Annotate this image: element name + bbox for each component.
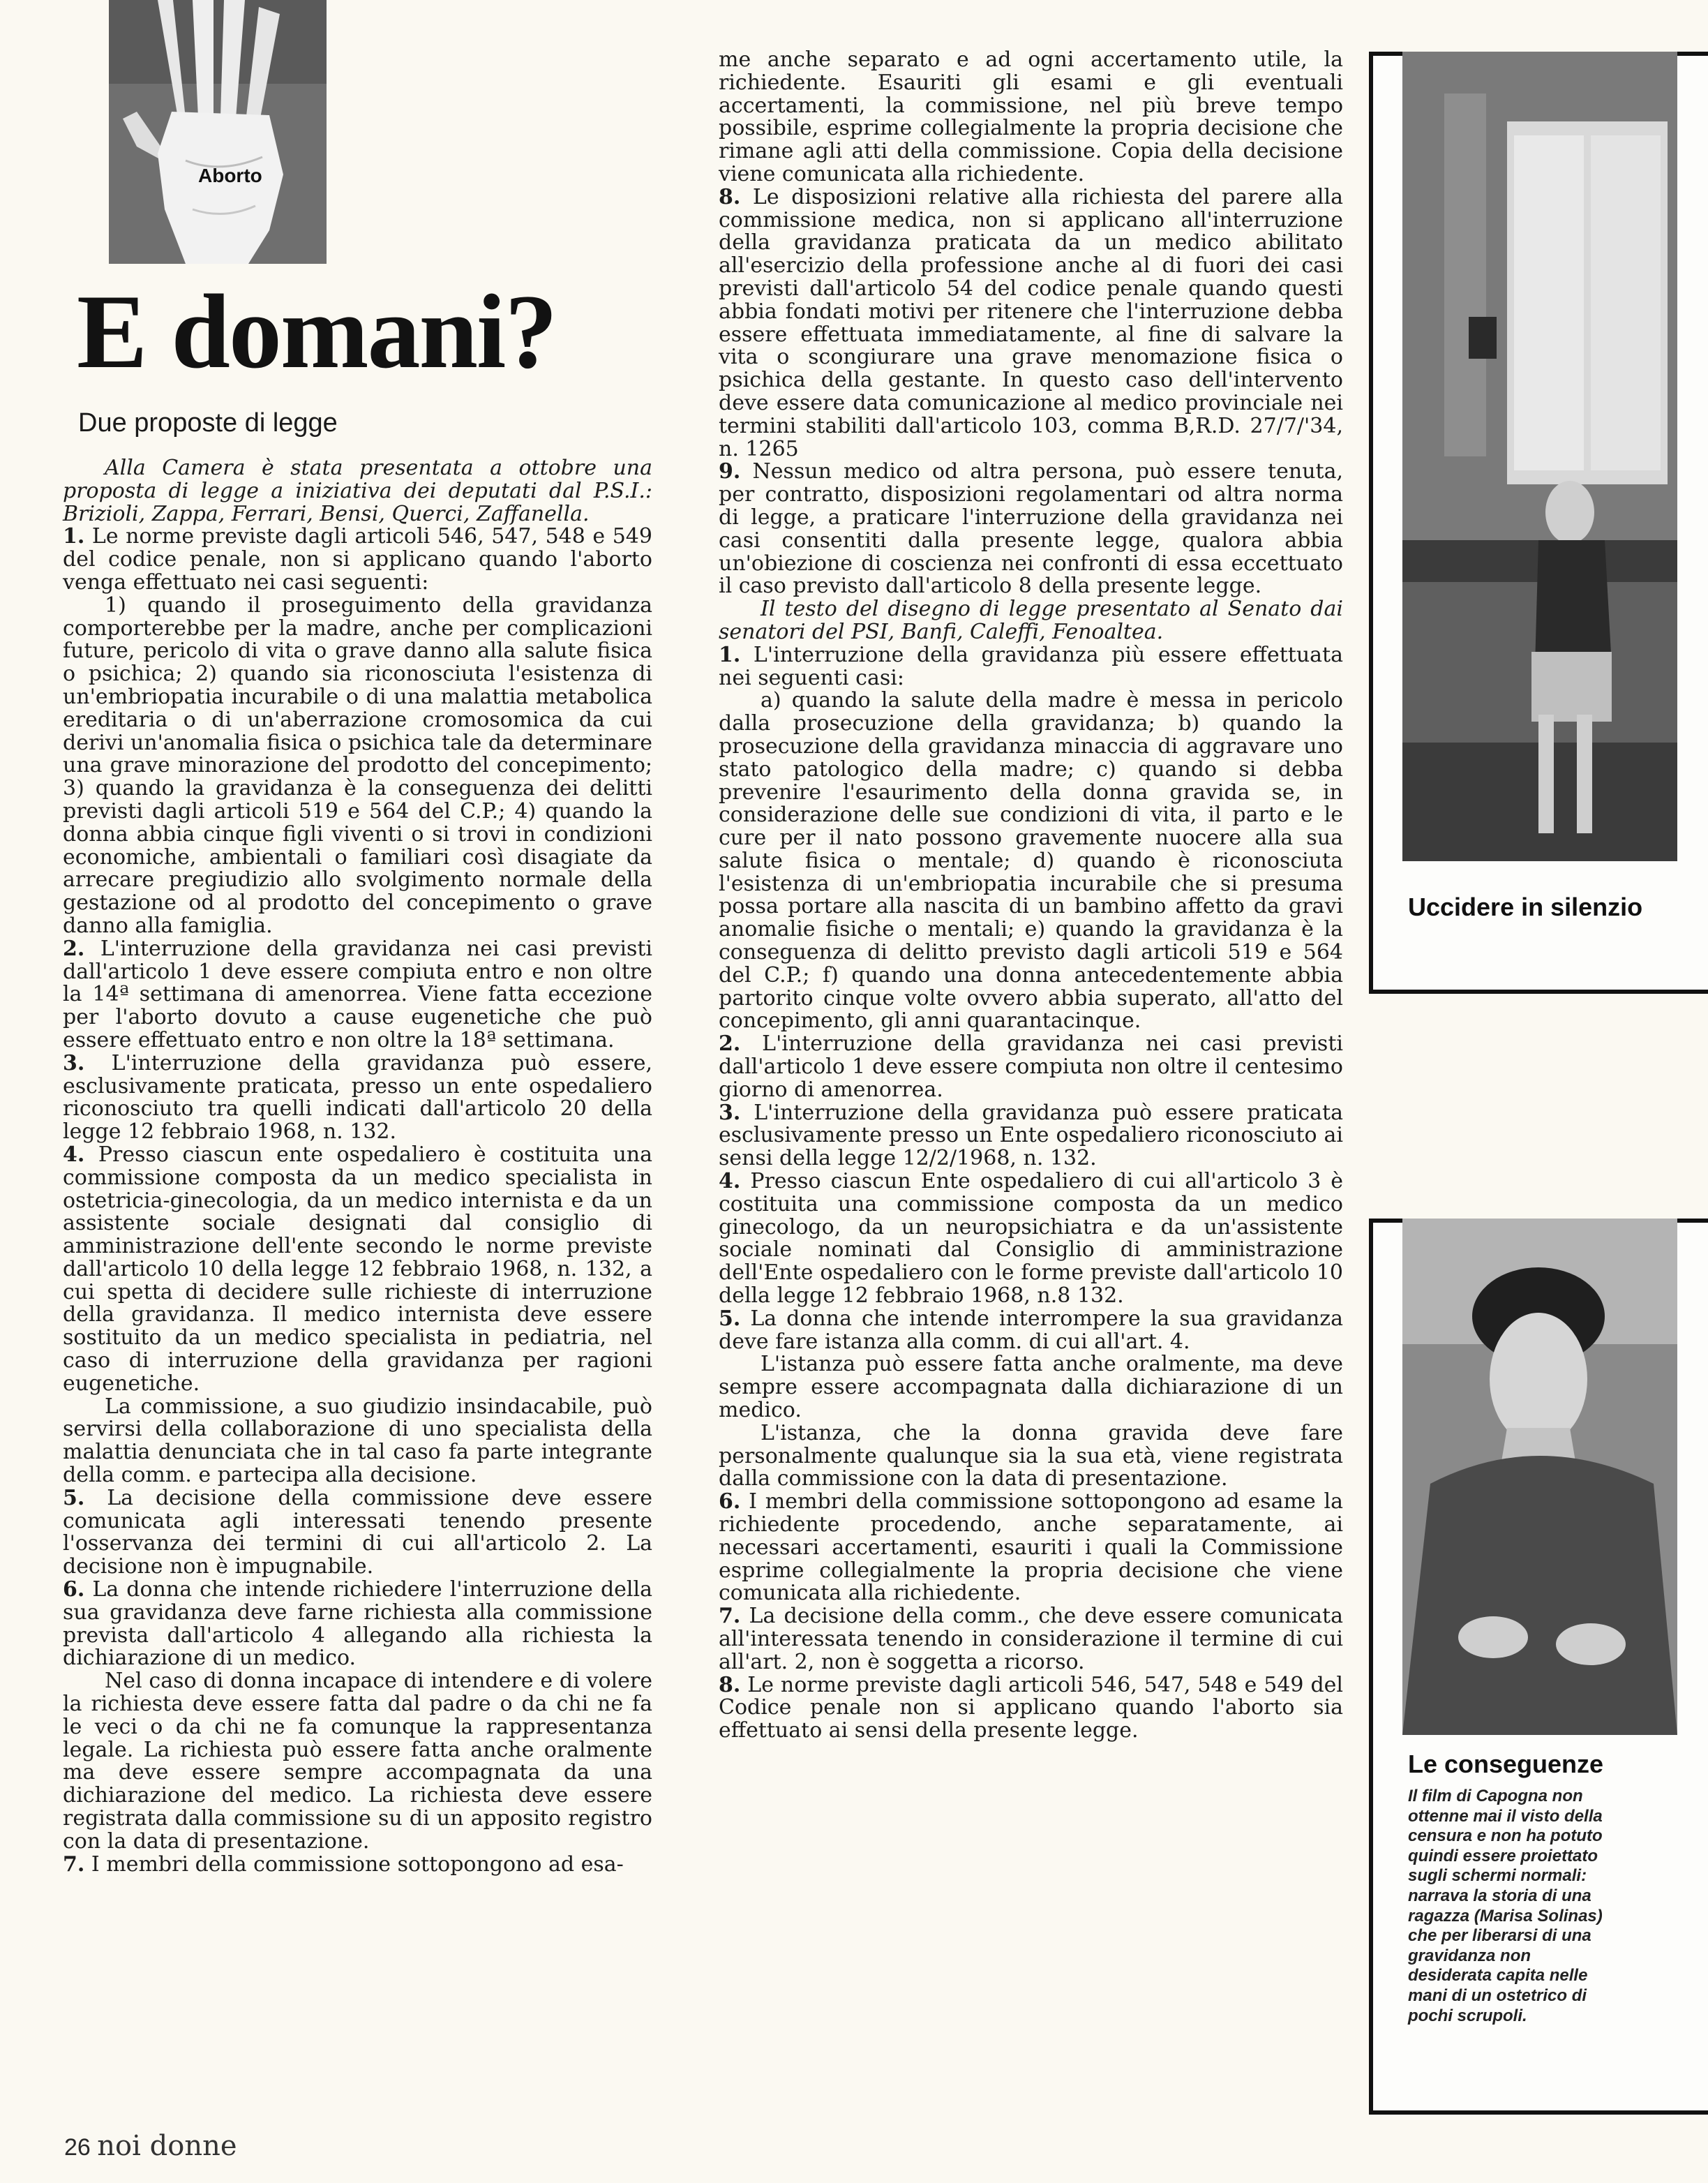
hero-label: Aborto (198, 165, 262, 186)
paragraph (719, 461, 1343, 598)
paragraph-text: L'interruzione della gravidanza può essere praticata esclusivamente presso un Ente ospedaliero riconosciuto ai sensi della legge 12/2/1968, n. 132. (719, 1100, 1343, 1171)
paragraph-text: Le norme previste dagli articoli 546, 547, 548 e 549 del Codice penale non si applicano quando l'aborto sia effettuato ai sensi della presente legge. (719, 1672, 1344, 1743)
paragraph-text: La donna che intende interrompere la sua gravidanza deve fare istanza alla comm. di cui all'art. 4. (719, 1306, 1343, 1354)
article-column-middle (719, 49, 1343, 1743)
paragraph-text: La commissione, a suo giudizio insindacabile, può servirsi della collaborazione di uno specialista della malattia denunciata che in tal caso fa parte integrante della comm. e partecipa alla decisione. (63, 1394, 652, 1488)
paragraph (719, 1033, 1343, 1101)
article-number: 9. (719, 459, 741, 484)
hero-photo (109, 0, 327, 264)
paragraph (719, 1170, 1343, 1308)
film-still-photo-2 (1402, 1219, 1677, 1735)
paragraph (719, 1674, 1343, 1743)
paragraph (719, 49, 1343, 186)
paragraph-text: L'interruzione della gravidanza nei casi previsti dall'articolo 1 deve essere compiuta entro e non oltre la 14ª settimana di amenorrea. Viene fatta eccezione per l'aborto dovuto a cause eugenetiche che può essere effettuato entro e non oltre la 18ª settimana. (63, 936, 652, 1052)
sidebar-caption-2-title: Le conseguenze (1408, 1750, 1604, 1778)
paragraph (63, 526, 652, 594)
article-number: 4. (63, 1142, 85, 1167)
page-footer (64, 2130, 237, 2162)
paragraph (63, 457, 652, 526)
paragraph (719, 1308, 1343, 1354)
paragraph (719, 644, 1343, 690)
paragraph-text: L'istanza, che la donna gravida deve fare personalmente qualunque sia la sua età, viene registrata dalla commissione con la data di presentazione. (719, 1420, 1343, 1491)
paragraph (719, 1491, 1343, 1605)
article-number: 1. (63, 524, 85, 549)
article-number: 5. (63, 1485, 85, 1510)
paragraph-text: Nessun medico od altra persona, può essere tenuta, per contratto, disposizioni regolamentari od altra norma di legge, a praticare l'interruzione della gravidanza nei casi consentiti dalla presente legge, qualora abbia un'obiezione di coscienza nei confronti di essa eccettuato il caso previsto dall'articolo 8 della presente legge. (719, 459, 1343, 599)
page-number: 26 (64, 2134, 91, 2161)
article-number: 6. (63, 1577, 85, 1602)
article-column-left (63, 457, 652, 1876)
paragraph-text: Presso ciascun ente ospedaliero è costituita una commissione composta da un medico specialista in ostetricia-ginecologia, da un medico internista e da un assistente sociale designati dal consiglio di amministrazione dell'ente secondo le norme previste dall'articolo 10 della legge 12 febbraio 1968, n. 132, a cui spetta di decidere sulle richieste di interruzione della gravidanza. Il medico internista deve essere sostituito da un medico specialista in pediatria, nel caso di interruzione della gravidanza per ragioni eugenetiche. (63, 1142, 652, 1396)
paragraph (63, 1396, 652, 1487)
magazine-name: noi donne (97, 2130, 237, 2162)
article-number: 2. (719, 1031, 741, 1057)
paragraph (63, 1487, 652, 1579)
paragraph-text: Alla Camera è stata presentata a ottobre una proposta di legge a iniziativa dei deputati dal P.S.I.: Brizioli, Zappa, Ferrari, Bensi, Querci, Zaffanella. (63, 456, 652, 526)
article-number: 3. (719, 1100, 741, 1125)
subheadline: Due proposte di legge (78, 408, 338, 438)
article-number: 1. (719, 642, 741, 667)
article-number: 4. (719, 1169, 741, 1194)
paragraph-text: La decisione della comm., che deve essere comunicata all'interessata tenendo in considerazione il termine di cui all'art. 2, non è soggetta a ricorso. (719, 1604, 1343, 1674)
paragraph (63, 595, 652, 938)
paragraph (719, 598, 1343, 644)
paragraph-text: L'istanza può essere fatta anche oralmente, ma deve sempre essere accompagnata dalla dichiarazione di un medico. (719, 1352, 1343, 1423)
paragraph-text: L'interruzione della gravidanza può essere, esclusivamente praticata, presso un ente ospedaliero riconosciuto tra quelli indicati dall'articolo 20 della legge 12 febbraio 1968, n. 132. (63, 1050, 652, 1145)
paragraph-text: me anche separato e ad ogni accertamento utile, la richiedente. Esauriti gli esami e gli eventuali accertamenti, la commissione, nel più breve tempo possibile, esprime collegialmente la propria decisione che rimane agli atti della commissione. Copia della decisione viene comunicata alla richiedente. (719, 47, 1343, 186)
paragraph-text: La donna che intende richiedere l'interruzione della sua gravidanza deve farne richiesta alla commissione prevista dall'articolo 4 allegando alla richiesta la dichiarazione di un medico. (63, 1577, 652, 1671)
article-number: 3. (63, 1050, 85, 1075)
paragraph (63, 1579, 652, 1670)
article-number: 8. (719, 184, 741, 209)
article-number: 2. (63, 936, 85, 961)
paragraph (719, 690, 1343, 1033)
paragraph-text: Il testo del disegno di legge presentato al Senato dai senatori del PSI, Banfi, Caleffi, Fenoaltea. (719, 597, 1343, 644)
article-number: 6. (719, 1489, 741, 1514)
paragraph-text: Le disposizioni relative alla richiesta del parere alla commissione medica, non si applicano all'interruzione della gravidanza praticata da un medico abilitato all'esercizio della professione anche al di fuori dei casi previsti dall'articolo 54 del codice penale quando questi abbia fondati motivi per ritenere che l'interruzione debba essere effettuata immediatamente, al fine di salvare la vita o scongiurare una grave menomazione fisica o psichica della gestante. In questo caso dell'intervento deve essere data comunicazione al medico provinciale nei termini stabiliti dall'articolo 103, comma B,R.D. 27/7/'34, n. 1265 (719, 184, 1343, 461)
film-still-photo-1 (1402, 52, 1677, 861)
paragraph-text: La decisione della commissione deve essere comunicata agli interessati tenendo presente l'osservanza dei termini di cui all'articolo 2. La decisione non è impugnabile. (63, 1485, 652, 1579)
paragraph-text: L'interruzione della gravidanza nei casi previsti dall'articolo 1 deve essere compiuta non oltre il centesimo giorno di amenorrea. (719, 1031, 1343, 1102)
paragraph-text: Le norme previste dagli articoli 546, 547, 548 e 549 del codice penale, non si applicano quando l'aborto venga effettuato nei casi seguenti: (63, 524, 652, 595)
raised-hand-illustration (109, 0, 327, 264)
article-number: 8. (719, 1672, 741, 1697)
paragraph-text: a) quando la salute della madre è messa in pericolo dalla prosecuzione della gravidanza; b) quando la prosecuzione della gravidanza minaccia di aggravare uno stato patologico della madre; c) quando si debba prevenire l'esaurimento della donna gravida se, in considerazione delle sue condizioni di vita, il parto e le cure per il nato possono gravemente nuocere alla sua salute fisica o mentale; d) quando è riconosciuta l'esistenza di un'embriopatia incurabile che si presuma possa portare alla nascita di un bambino affetto da gravi anomalie fisiche o mentali; e) quando la gravidanza è la conseguenza di delitto previsto dagli articoli 519 e 564 del C.P.; f) quando una donna antecedentemente abbia partorito cinque volte ovvero abbia superato, all'atto del concepimento, gli anni quarantacinque. (719, 688, 1343, 1034)
film-still-illustration-2 (1402, 1219, 1677, 1735)
sidebar-caption-2-body: Il film di Capogna non ottenne mai il visto della censura e non ha potuto quindi essere proiettato sugli schermi normali: narrava la storia di una ragazza (Marisa Solinas) che per liberarsi di una gravidanza non desiderata capita nelle mani di un ostetrico di pochi scrupoli. (1408, 1787, 1603, 2025)
paragraph (719, 1605, 1343, 1674)
paragraph (63, 938, 652, 1052)
article-number: 5. (719, 1306, 741, 1331)
film-still-illustration-1 (1402, 52, 1677, 861)
paragraph (63, 1854, 652, 1877)
headline: E domani? (77, 273, 557, 390)
paragraph (63, 1670, 652, 1853)
paragraph-text: I membri della commissione sottopongono ad esame la richiedente procedendo, anche separatamente, ai necessari accertamenti, esauriti i quali la Commissione esprime collegialmente la propria decisione che viene comunicata alla richiedente. (719, 1489, 1343, 1606)
article-number: 7. (63, 1852, 85, 1877)
paragraph (63, 1144, 652, 1396)
paragraph-text: L'interruzione della gravidanza più essere effettuata nei seguenti casi: (719, 642, 1343, 690)
paragraph-text: Presso ciascun Ente ospedaliero di cui all'articolo 3 è costituita una commissione composta da un medico ginecologo, da un neuropsichiatra e da un'assistente sociale nominati dal Consiglio di amministrazione dell'Ente ospedaliero con le forme previste dall'articolo 10 della legge 12 febbraio 1968, n.8 132. (719, 1169, 1343, 1309)
paragraph-text: I membri della commissione sottopongono ad esa- (91, 1852, 624, 1877)
paragraph-text: Nel caso di donna incapace di intendere e di volere la richiesta deve essere fatta dal padre o da chi ne fa le veci o da chi ne fa comunque la rappresentanza legale. La richiesta può essere fatta anche oralmente ma deve essere sempre accompagnata da una dichiarazione del medico. La richiesta deve essere registrata dalla commissione su di un apposito registro con la data di presentazione. (63, 1669, 652, 1854)
paragraph (719, 1102, 1343, 1170)
paragraph (719, 1353, 1343, 1422)
article-number: 7. (719, 1604, 741, 1629)
paragraph-text: 1) quando il proseguimento della gravidanza comporterebbe per la madre, anche per complicazioni future, pericolo di vita o grave danno alla salute fisica o psichica; 2) quando sia riconosciuta l'esistenza di un'embriopatia incurabile o di una malattia metabolica ereditaria o di un'aberrazione cromosomica da cui derivi un'anomalia fisica o psichica tale da determinare una grave minorazione del prodotto del concepimento; 3) quando la gravidanza è la conseguenza dei delitti previsti dagli articoli 519 e 564 del C.P.; 4) quando la donna abbia cinque figli viventi o si trovi in condizioni economiche, ambientali o familiari così disagiate da arrecare pregiudizio allo svolgimento normale della gestazione od al prodotto del concepimento o grave danno alla famiglia. (63, 593, 652, 938)
paragraph (63, 1052, 652, 1144)
sidebar-caption-1: Uccidere in silenzio (1408, 893, 1643, 921)
paragraph (719, 186, 1343, 461)
paragraph (719, 1422, 1343, 1491)
